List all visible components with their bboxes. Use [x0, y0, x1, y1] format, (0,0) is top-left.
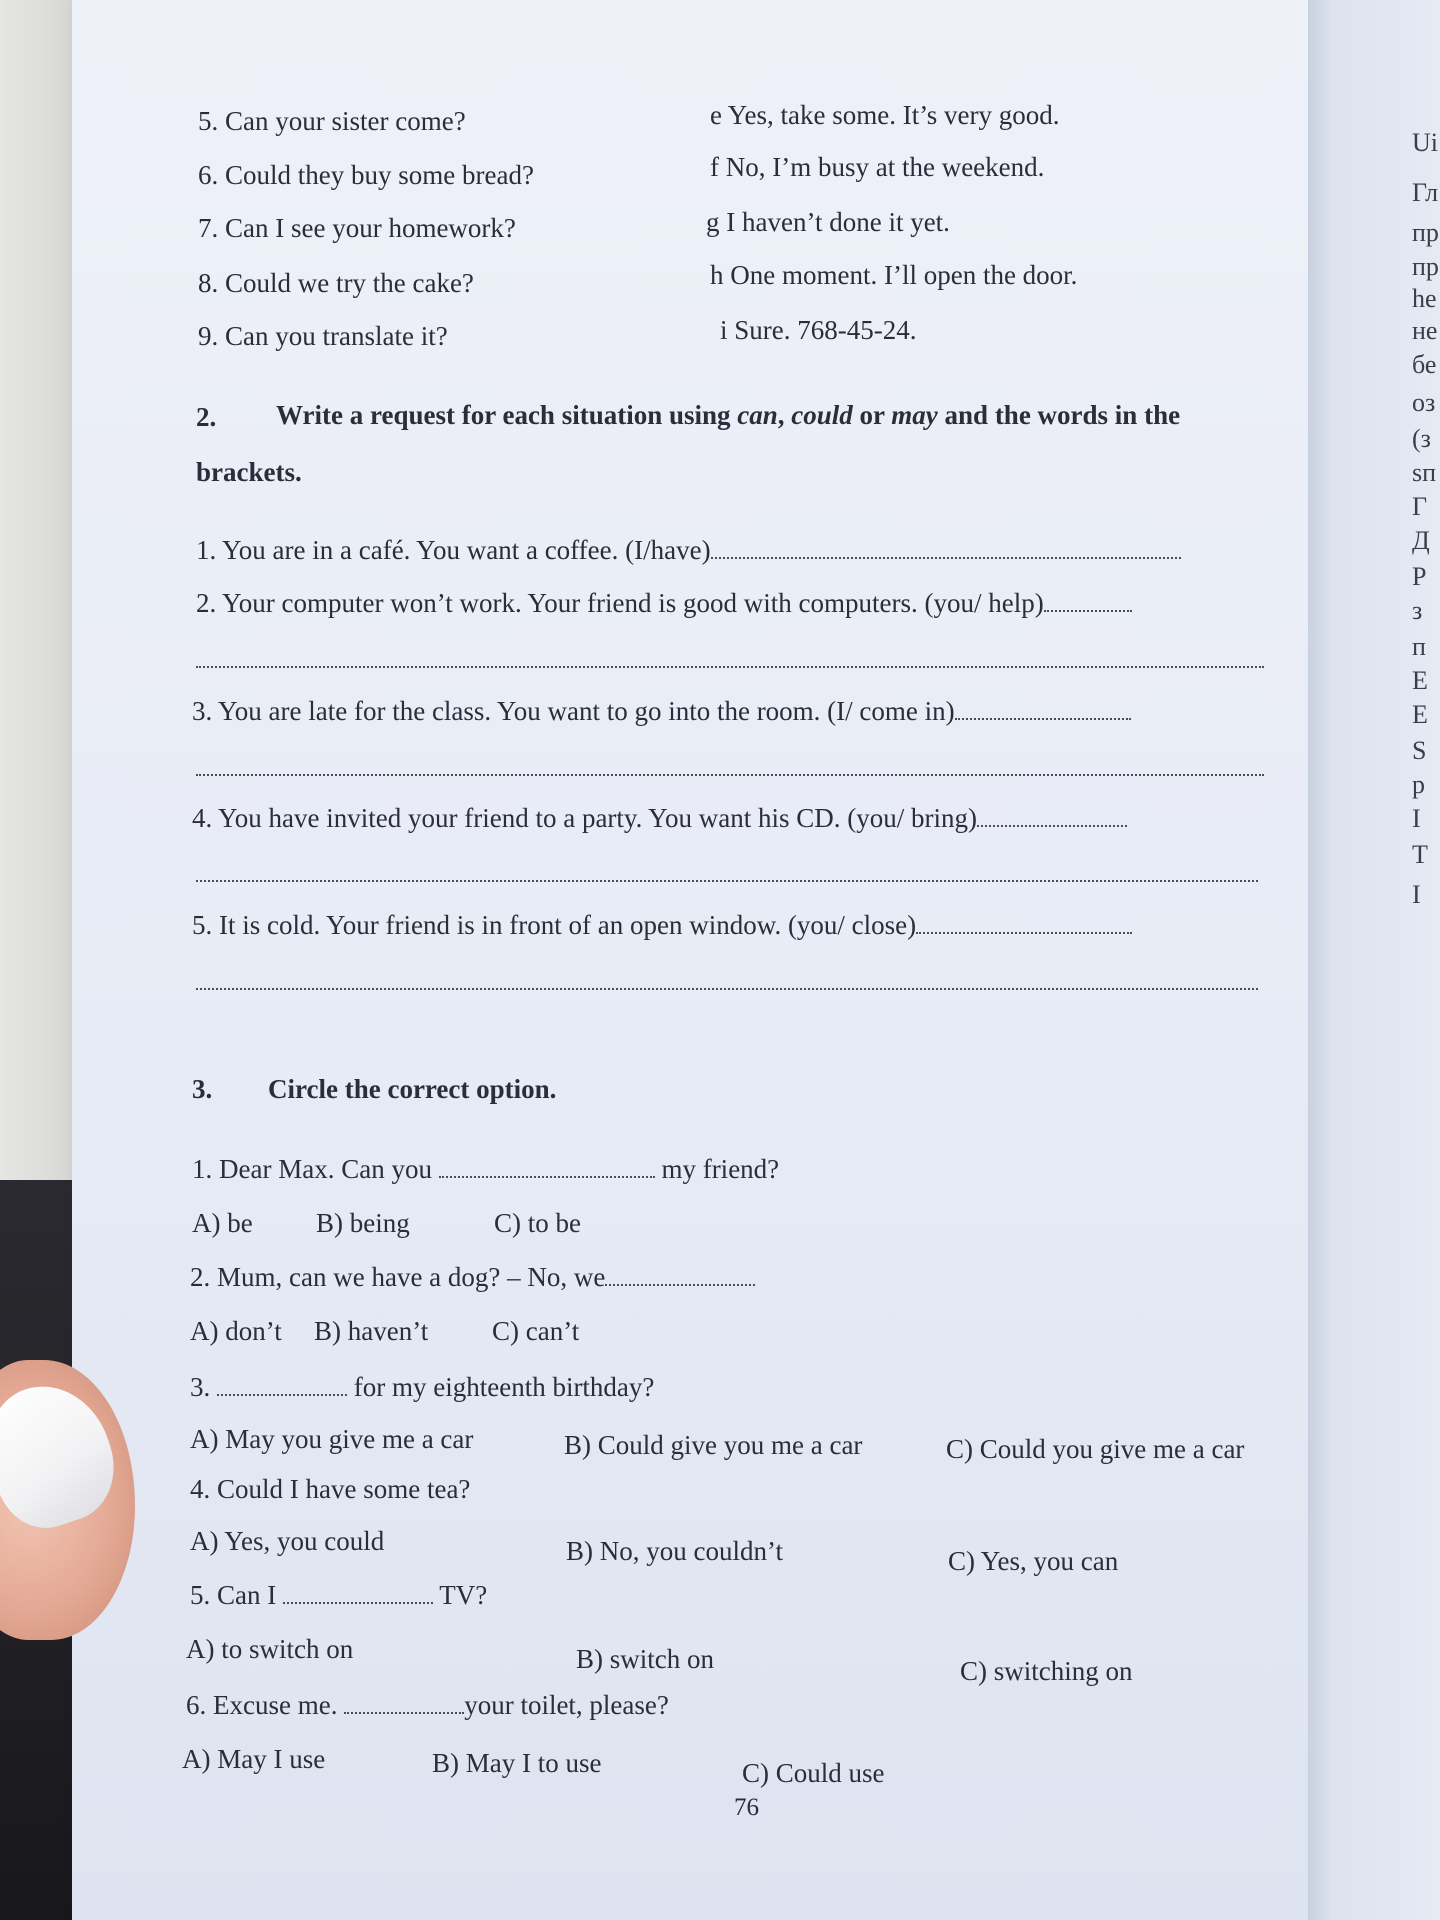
page-number: 76 [734, 1794, 759, 1821]
answer-line-4 [196, 880, 1258, 882]
section3-number: 3. [192, 1074, 213, 1104]
option-3b: B) Could give you me a car [564, 1430, 863, 1460]
option-5b: B) switch on [576, 1644, 714, 1674]
next-page-fragment: E [1412, 666, 1428, 695]
question-2: 2. Mum, can we have a dog? – No, we [190, 1262, 755, 1293]
next-page-fragment: п [1412, 632, 1426, 661]
request-item-5: 5. It is cold. Your friend is in front of an open window. (you/ close) [192, 910, 1132, 941]
option-2a: A) don’t [190, 1316, 282, 1346]
match-right-f: f No, I’m busy at the weekend. [710, 152, 1045, 182]
match-left-9: 9. Can you translate it? [198, 321, 448, 351]
next-page-fragment: he [1412, 284, 1437, 313]
next-page-fragment: з [1412, 596, 1423, 625]
answer-line-5 [196, 988, 1258, 990]
next-page-fragment: T [1412, 840, 1428, 869]
next-page-fragment: sп [1412, 458, 1437, 487]
match-left-7: 7. Can I see your homework? [198, 213, 516, 243]
next-page-fragment: S [1412, 736, 1427, 765]
match-right-i: i Sure. 768-45-24. [720, 315, 917, 345]
question-6: 6. Excuse me. your toilet, please? [186, 1690, 669, 1720]
match-right-h: h One moment. I’ll open the door. [710, 260, 1078, 290]
next-page-fragment: бе [1412, 350, 1437, 379]
answer-line-2 [196, 666, 1264, 668]
next-page-fragment: Д [1412, 526, 1430, 555]
section2-title: Write a request for each situation using can, could or may and the words in the [276, 400, 1181, 430]
option-6a: A) May I use [182, 1744, 326, 1774]
question-3: 3. for my eighteenth birthday? [190, 1372, 655, 1402]
next-page-fragment: p [1412, 770, 1425, 799]
option-6b: B) May I to use [432, 1748, 602, 1778]
request-item-2: 2. Your computer won’t work. Your friend is good with computers. (you/ help) [196, 588, 1132, 619]
question-1: 1. Dear Max. Can you my friend? [192, 1154, 780, 1184]
match-right-e: e Yes, take some. It’s very good. [710, 100, 1060, 130]
next-page-fragment: пр [1412, 252, 1439, 281]
section3-title: Circle the correct option. [268, 1074, 557, 1104]
section2-title-cont: brackets. [196, 457, 302, 487]
next-page-fragment: I [1412, 804, 1421, 833]
next-page-fragment: пр [1412, 218, 1439, 247]
answer-line-3 [196, 774, 1264, 776]
match-left-6: 6. Could they buy some bread? [198, 160, 534, 190]
option-3c: C) Could you give me a car [946, 1434, 1245, 1464]
next-page-fragment: I [1412, 880, 1421, 909]
question-4: 4. Could I have some tea? [190, 1474, 471, 1504]
request-item-3: 3. You are late for the class. You want to go into the room. (I/ come in) [192, 696, 1131, 727]
next-page-fragment: не [1412, 316, 1438, 345]
option-3a: A) May you give me a car [190, 1424, 474, 1454]
option-4b: B) No, you couldn’t [566, 1536, 783, 1566]
option-2b: B) haven’t [314, 1316, 429, 1346]
match-left-5: 5. Can your sister come? [198, 106, 466, 136]
next-page-fragment: Гл [1412, 178, 1439, 207]
option-1b: B) being [316, 1208, 410, 1238]
next-page-fragment: (з [1412, 424, 1431, 453]
next-page-fragment: P [1412, 562, 1427, 591]
section2-number: 2. [196, 402, 217, 432]
request-item-1: 1. You are in a café. You want a coffee. (I/have) [196, 535, 1181, 566]
option-1c: C) to be [494, 1208, 581, 1238]
option-4a: A) Yes, you could [190, 1526, 385, 1556]
option-2c: C) can’t [492, 1316, 580, 1346]
match-right-g: g I haven’t done it yet. [706, 207, 950, 237]
next-page-fragment: Ui [1412, 128, 1438, 157]
next-page-fragment: E [1412, 700, 1428, 729]
match-left-8: 8. Could we try the cake? [198, 268, 474, 298]
request-item-4: 4. You have invited your friend to a party. You want his CD. (you/ bring) [192, 803, 1127, 834]
option-5a: A) to switch on [186, 1634, 354, 1664]
next-page-fragment: oз [1412, 388, 1436, 417]
question-5: 5. Can I TV? [190, 1580, 488, 1610]
option-5c: C) switching on [960, 1656, 1133, 1686]
option-6c: C) Could use [742, 1758, 885, 1788]
next-page-fragment: Г [1412, 492, 1428, 521]
option-1a: A) be [192, 1208, 253, 1238]
option-4c: C) Yes, you can [948, 1546, 1119, 1576]
